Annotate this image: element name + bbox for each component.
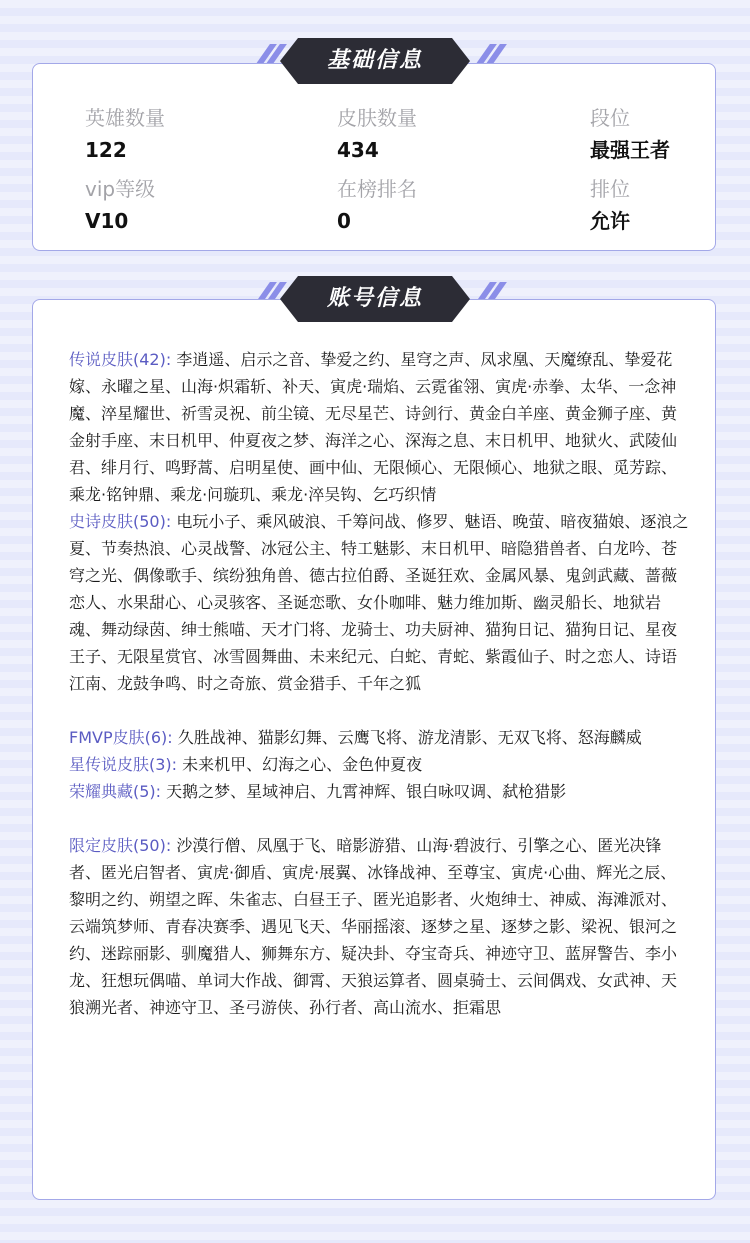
field-value: 最强王者: [590, 138, 670, 162]
leaderboard-rank: [337, 175, 557, 235]
skin-group-label: 限定皮肤(50):: [69, 836, 172, 855]
skin-group-label: 星传说皮肤(3):: [69, 755, 178, 774]
skin-group-items: 久胜战神、猫影幻舞、云鹰飞将、游龙清影、无双飞将、怒海麟威: [177, 728, 642, 747]
ranked-status: [590, 175, 750, 235]
skin-group-star-legendary: [69, 751, 689, 778]
field-label: 皮肤数量: [337, 106, 417, 130]
rank-tier: [590, 104, 750, 164]
account-info-card: [32, 299, 716, 1200]
field-value: 122: [85, 138, 127, 162]
skin-count: [337, 104, 557, 164]
skin-group-label: FMVP皮肤(6):: [69, 728, 173, 747]
skin-group-items: 沙漠行僧、凤凰于飞、暗影游猎、山海·碧波行、引擎之心、匿光决锋者、匿光启智者、寅虎·御盾、寅虎·展翼、冰锋战神、至尊宝、寅虎·心曲、辉光之辰、黎明之约、朔望之晖、朱雀志、白昼王子、匿光追影者、火炮绅士、神威、海滩派对、云端筑梦师、青春决赛季、遇见飞天、华丽摇滚、逐梦之星、逐梦之影、梁祝、银河之约、迷踪丽影、驯魔猎人、狮舞东方、疑决卦、夺宝奇兵、神迹守卫、蓝屏警告、李小龙、狂想玩偶喵、单词大作战、御霄、天狼运算者、圆桌骑士、云间偶戏、女武神、天狼溯光者、神迹守卫、圣弓游侠、孙行者、高山流水、拒霜思: [69, 836, 678, 1017]
field-label: 英雄数量: [85, 106, 165, 130]
skin-group-legendary: [69, 346, 689, 508]
field-value: 434: [337, 138, 379, 162]
skin-group-fmvp: [69, 724, 689, 751]
skin-group-items: 李逍遥、启示之音、挚爱之约、星穹之声、凤求凰、天魔缭乱、挚爱花嫁、永曜之星、山海·炽霜斩、补天、寅虎·瑞焰、云霓雀翎、寅虎·赤拳、太华、一念神魔、淬星耀世、祈雪灵祝、前尘镜、无尽星芒、诗剑行、黄金白羊座、黄金狮子座、黄金射手座、末日机甲、仲夏夜之梦、海洋之心、深海之息、末日机甲、地狱火、武陵仙君、绯月行、鸣野蒿、启明星使、画中仙、无限倾心、无限倾心、地狱之眼、觅芳踪、乘龙·铭钟鼎、乘龙·问璇玑、乘龙·淬吴钩、乞巧织情: [69, 350, 678, 504]
skin-group-glory-collection: [69, 778, 689, 805]
skin-group-items: 电玩小子、乘风破浪、千筹问战、修罗、魅语、晚萤、暗夜猫娘、逐浪之夏、节奏热浪、心灵战警、冰冠公主、特工魅影、末日机甲、暗隐猎兽者、白龙吟、苍穹之光、偶像歌手、缤纷独角兽、德古拉伯爵、圣诞狂欢、金属风暴、鬼剑武藏、蔷薇恋人、水果甜心、心灵骇客、圣诞恋歌、女仆咖啡、魅力维加斯、幽灵船长、地狱岩魂、舞动绿茵、绅士熊喵、天才门将、龙骑士、功夫厨神、猫狗日记、猫狗日记、星夜王子、无限星赏官、冰雪圆舞曲、未来纪元、白蛇、青蛇、紫霞仙子、时之恋人、诗语江南、龙鼓争鸣、时之奇旅、赏金猎手、千年之狐: [69, 512, 689, 693]
field-value: V10: [85, 209, 129, 233]
hero-count: [85, 104, 305, 164]
skin-group-items: 未来机甲、幻海之心、金色仲夏夜: [182, 755, 423, 774]
field-label: vip等级: [85, 177, 156, 201]
field-value: 允许: [590, 209, 630, 233]
vip-level: [85, 175, 305, 235]
basic-info-card: [32, 63, 716, 251]
skin-group-label: 史诗皮肤(50):: [69, 512, 172, 531]
skin-group-items: 天鹅之梦、星域神启、九霄神辉、银白咏叹调、弑枪猎影: [166, 782, 567, 801]
skin-list: [69, 346, 689, 1021]
skin-group-epic: [69, 508, 689, 697]
field-label: 排位: [590, 177, 630, 201]
skin-group-label: 传说皮肤(42):: [69, 350, 172, 369]
field-value: 0: [337, 209, 351, 233]
account-info-title: 账号信息: [280, 276, 470, 322]
skin-group-label: 荣耀典藏(5):: [69, 782, 162, 801]
skin-group-limited: [69, 832, 689, 1021]
field-label: 段位: [590, 106, 630, 130]
field-label: 在榜排名: [337, 177, 417, 201]
basic-info-title: 基础信息: [280, 38, 470, 84]
